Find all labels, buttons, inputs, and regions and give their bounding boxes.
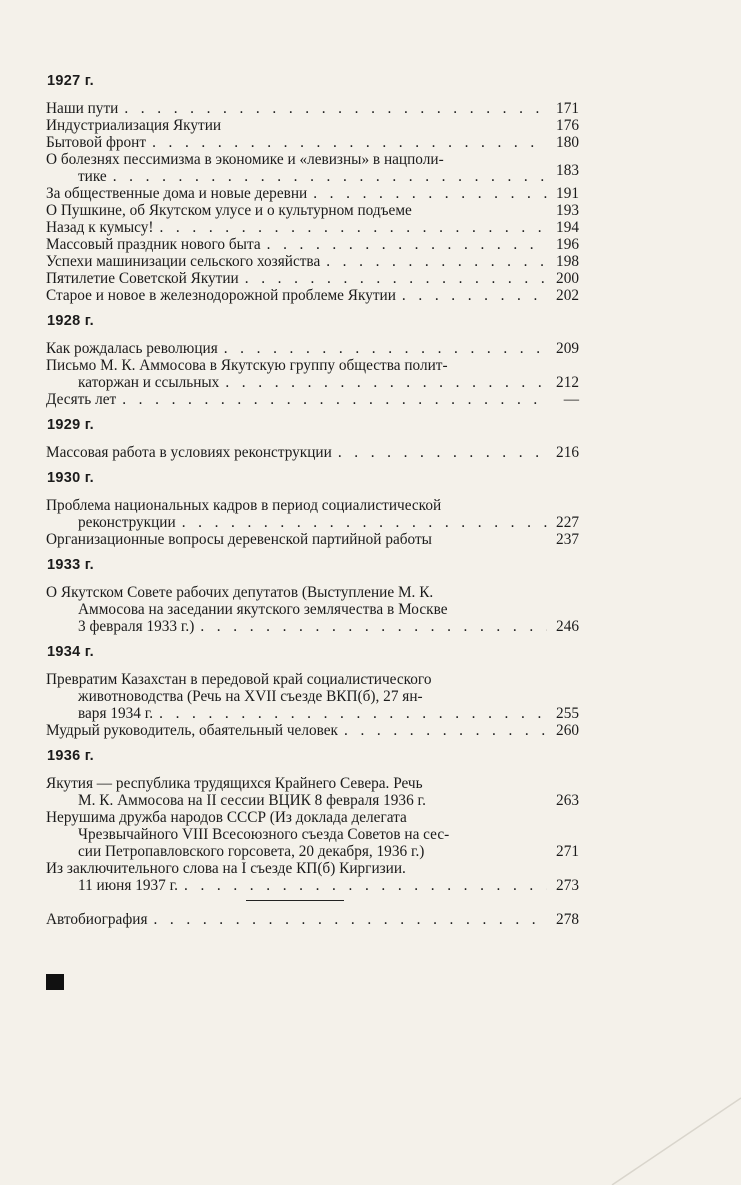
entry-title-line bbox=[46, 444, 579, 461]
entry-title-text: Бытовой фронт bbox=[46, 134, 147, 151]
dot-leader bbox=[245, 270, 547, 287]
year-section bbox=[46, 416, 579, 461]
entry-title-text: Из заключительного слова на I съезде КП(б) Киргизии. bbox=[46, 860, 406, 877]
entry-title-line bbox=[46, 826, 579, 843]
entry-title-text: 11 июня 1937 г. bbox=[78, 877, 179, 894]
toc-entry[interactable] bbox=[46, 253, 579, 270]
dot-leader bbox=[124, 100, 547, 117]
page-number: 260 bbox=[556, 722, 579, 739]
entry-title-text: Как рождалась революция bbox=[46, 340, 218, 357]
toc-entry[interactable] bbox=[46, 117, 579, 134]
year-heading: 1933 г. bbox=[47, 557, 95, 573]
entry-title-text: Мудрый руководитель, обаятельный человек bbox=[46, 722, 338, 739]
separator-rule bbox=[246, 900, 344, 901]
page-number: 255 bbox=[556, 705, 579, 722]
year-heading: 1930 г. bbox=[47, 470, 95, 486]
entry-title-text: О Пушкине, об Якутском улусе и о культурном подъеме bbox=[46, 202, 412, 219]
page-number: 196 bbox=[556, 236, 579, 253]
page-number: 176 bbox=[556, 117, 579, 134]
toc-entry[interactable] bbox=[46, 100, 579, 117]
entry-title-line bbox=[46, 357, 579, 374]
entry-title-line bbox=[46, 202, 579, 219]
year-section bbox=[46, 469, 579, 548]
page-number: 200 bbox=[556, 270, 579, 287]
entry-title-text: сии Петропавловского горсовета, 20 декабря, 1936 г.) bbox=[78, 843, 425, 860]
page-number: 202 bbox=[556, 287, 579, 304]
toc-entry[interactable] bbox=[46, 270, 579, 287]
dot-leader bbox=[184, 877, 547, 894]
entry-title-line bbox=[46, 843, 579, 860]
entry-title-line bbox=[46, 253, 579, 270]
entry-title-line bbox=[46, 618, 579, 635]
dot-leader bbox=[113, 168, 547, 185]
dot-leader bbox=[159, 219, 547, 236]
year-heading: 1936 г. bbox=[47, 748, 95, 764]
year-section bbox=[46, 643, 579, 739]
toc-entry[interactable] bbox=[46, 911, 579, 928]
entry-title-text: Массовый праздник нового быта bbox=[46, 236, 261, 253]
toc-entry[interactable] bbox=[46, 287, 579, 304]
entry-title-text: Письмо М. К. Аммосова в Якутскую группу общества полит- bbox=[46, 357, 448, 374]
entry-title-text: Индустриализация Якутии bbox=[46, 117, 222, 134]
toc-entry[interactable] bbox=[46, 185, 579, 202]
dot-leader bbox=[153, 911, 547, 928]
black-square-marker bbox=[46, 974, 64, 990]
entry-title-line bbox=[46, 775, 579, 792]
page-number: — bbox=[563, 391, 579, 408]
entry-title-text: Старое и новое в железнодорожной проблеме Якутии bbox=[46, 287, 396, 304]
table-of-contents bbox=[46, 64, 579, 928]
entry-title-text: Назад к кумысу! bbox=[46, 219, 154, 236]
page-number: 246 bbox=[556, 618, 579, 635]
dot-leader bbox=[225, 374, 547, 391]
entry-title-line bbox=[46, 531, 579, 548]
entry-title-text: О болезнях пессимизма в экономике и «левизны» в нацполи- bbox=[46, 151, 444, 168]
page-number: 271 bbox=[556, 843, 579, 860]
toc-entry[interactable] bbox=[46, 722, 579, 739]
dot-leader bbox=[344, 722, 547, 739]
entry-title-line bbox=[46, 219, 579, 236]
toc-entry[interactable] bbox=[46, 775, 579, 809]
entry-title-text: М. К. Аммосова на II сессии ВЦИК 8 февраля 1936 г. bbox=[78, 792, 426, 809]
toc-entry[interactable] bbox=[46, 134, 579, 151]
page-number: 180 bbox=[556, 134, 579, 151]
entry-title-text: каторжан и ссыльных bbox=[78, 374, 220, 391]
entry-title-text: За общественные дома и новые деревни bbox=[46, 185, 308, 202]
entry-title-line bbox=[46, 100, 579, 117]
entry-title-line bbox=[46, 270, 579, 287]
page-number: 227 bbox=[556, 514, 579, 531]
entry-title-line bbox=[46, 374, 579, 391]
toc-entry[interactable] bbox=[46, 391, 579, 408]
page-number: 278 bbox=[556, 911, 579, 928]
entry-title-line bbox=[46, 722, 579, 739]
dot-leader bbox=[224, 340, 547, 357]
entry-title-line bbox=[46, 340, 579, 357]
toc-entry[interactable] bbox=[46, 444, 579, 461]
entry-title-line bbox=[46, 809, 579, 826]
dot-leader bbox=[122, 391, 547, 408]
toc-entry[interactable] bbox=[46, 236, 579, 253]
entry-title-text: Массовая работа в условиях реконструкции bbox=[46, 444, 332, 461]
dot-leader bbox=[326, 253, 547, 270]
page-number: 263 bbox=[556, 792, 579, 809]
toc-entry[interactable] bbox=[46, 860, 579, 894]
toc-entry[interactable] bbox=[46, 809, 579, 860]
dot-leader bbox=[402, 287, 547, 304]
entry-title-text: Чрезвычайного VIII Всесоюзного съезда Советов на сес- bbox=[78, 826, 450, 843]
entry-title-line bbox=[46, 601, 579, 618]
entry-title-text: варя 1934 г. bbox=[78, 705, 154, 722]
entry-title-line bbox=[46, 688, 579, 705]
dot-leader bbox=[152, 134, 547, 151]
entry-title-line bbox=[46, 162, 579, 185]
toc-entry[interactable] bbox=[46, 151, 579, 185]
entry-title-text: О Якутском Совете рабочих депутатов (Выступление М. К. bbox=[46, 584, 434, 601]
entry-title-line bbox=[46, 792, 579, 809]
entry-title-text: Проблема национальных кадров в период социалистической bbox=[46, 497, 442, 514]
page-number: 191 bbox=[556, 185, 579, 202]
year-section bbox=[46, 747, 579, 894]
page-number: 212 bbox=[556, 374, 579, 391]
year-heading: 1927 г. bbox=[47, 73, 95, 89]
year-section bbox=[46, 312, 579, 408]
dot-leader bbox=[182, 514, 547, 531]
dot-leader bbox=[338, 444, 547, 461]
entry-title-text: Организационные вопросы деревенской партийной работы bbox=[46, 531, 432, 548]
page-number: 183 bbox=[556, 162, 579, 179]
entry-title-line bbox=[46, 860, 579, 877]
toc-entry[interactable] bbox=[46, 671, 579, 722]
entry-title-line bbox=[46, 911, 579, 928]
toc-entry[interactable] bbox=[46, 584, 579, 635]
year-section bbox=[46, 556, 579, 635]
dot-leader bbox=[159, 705, 547, 722]
year-heading: 1928 г. bbox=[47, 313, 95, 329]
page-number: 237 bbox=[556, 531, 579, 548]
entry-title-line bbox=[46, 877, 579, 894]
toc-entry[interactable] bbox=[46, 202, 579, 219]
toc-entry[interactable] bbox=[46, 497, 579, 531]
entry-title-line bbox=[46, 497, 579, 514]
entry-title-text: реконструкции bbox=[78, 514, 176, 531]
entry-title-line bbox=[46, 185, 579, 202]
entry-title-line bbox=[46, 705, 579, 722]
toc-entry[interactable] bbox=[46, 219, 579, 236]
entry-title-line bbox=[46, 671, 579, 688]
page-number: 216 bbox=[556, 444, 579, 461]
entry-title-line bbox=[46, 391, 579, 408]
page-number: 194 bbox=[556, 219, 579, 236]
entry-title-text: Аммосова на заседании якутского землячества в Москве bbox=[78, 601, 448, 618]
entry-title-line bbox=[46, 236, 579, 253]
entry-title-line bbox=[46, 584, 579, 601]
entry-title-line bbox=[46, 117, 579, 134]
toc-entry[interactable] bbox=[46, 340, 579, 357]
dot-leader bbox=[200, 618, 547, 635]
dot-leader bbox=[267, 236, 547, 253]
year-heading: 1934 г. bbox=[47, 644, 95, 660]
toc-entry[interactable] bbox=[46, 531, 579, 548]
appendix-section bbox=[46, 911, 579, 928]
entry-title-text: Превратим Казахстан в передовой край социалистического bbox=[46, 671, 432, 688]
entry-title-text: тике bbox=[78, 168, 107, 185]
page-number: 171 bbox=[556, 100, 579, 117]
year-section bbox=[46, 72, 579, 304]
entry-title-line bbox=[46, 287, 579, 304]
entry-title-text: Наши пути bbox=[46, 100, 119, 117]
entry-title-line bbox=[46, 514, 579, 531]
toc-entry[interactable] bbox=[46, 357, 579, 391]
page-number: 193 bbox=[556, 202, 579, 219]
page-number: 273 bbox=[556, 877, 579, 894]
dot-leader bbox=[313, 185, 547, 202]
page-number: 198 bbox=[556, 253, 579, 270]
entry-title-text: Якутия — республика трудящихся Крайнего Севера. Речь bbox=[46, 775, 423, 792]
entry-title-text: Пятилетие Советской Якутии bbox=[46, 270, 239, 287]
entry-title-text: Автобиография bbox=[46, 911, 148, 928]
page-number: 209 bbox=[556, 340, 579, 357]
entry-title-text: Нерушима дружба народов СССР (Из доклада делегата bbox=[46, 809, 407, 826]
entry-title-text: Успехи машинизации сельского хозяйства bbox=[46, 253, 321, 270]
entry-title-line bbox=[46, 151, 579, 168]
entry-title-text: животноводства (Речь на XVII съезде ВКП(б), 27 ян- bbox=[78, 688, 423, 705]
entry-title-text: Десять лет bbox=[46, 391, 117, 408]
entry-title-line bbox=[46, 134, 579, 151]
entry-title-text: 3 февраля 1933 г.) bbox=[78, 618, 195, 635]
year-heading: 1929 г. bbox=[47, 417, 95, 433]
